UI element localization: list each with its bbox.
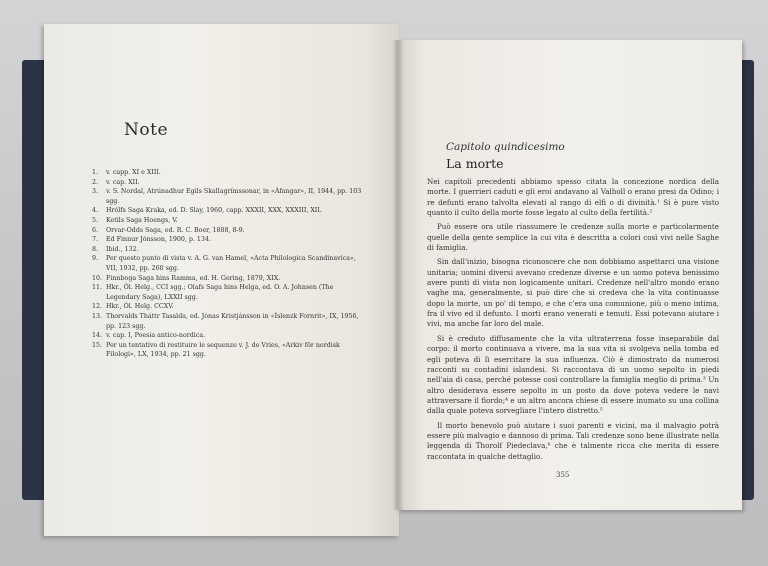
body-paragraph: Può essere ora utile riassumere le credenze sulla morte e particolarmente quelle della gente semplice la cui vita è descritta a colori così vivi nelle Saghe di famiglia. [427,222,719,253]
note-number: 10. [92,274,103,282]
note-text: Hrólfs Saga Kraka, ed. D. Slay, 1960, capp. XXXII, XXX, XXXIII, XII. [106,207,322,215]
note-item [92,187,364,206]
note-text: Thorvalds Tháttr Tasalda, ed. Jónas Kristjánsson in «Íslenzk Fornrit», IX, 1956, pp. 123 sgg. [106,312,359,330]
note-number: 3. [92,188,99,196]
book-gutter [392,40,404,510]
note-item [92,226,364,236]
note-number: 15. [92,341,103,349]
note-number: 11. [92,284,103,292]
note-number: 2. [92,178,99,186]
note-number: 14. [92,332,103,340]
note-text: Hkr., Ól. Helg., CCI sgg.; Olafs Saga hins Helga, ed. O. A. Johnsen (The Legendary Saga), LXXII sgg. [106,284,334,301]
body-paragraph: Nei capitoli precedenti abbiamo spesso citata la concezione nordica della morte. I guerrieri caduti e gli eroi andavano al Valholl o erano presi da Odino; i re defunti erano talvolta elevati al rango di elfi o di divinità.¹ Si è pure visto quanto il culto della morte fosse legato al culto della fertilità.² [427,177,719,218]
note-number: 1. [92,169,99,176]
note-item [92,331,364,341]
note-text: v. cap. I, Poesia antico-nordica. [106,332,206,340]
note-item [92,206,364,216]
note-text: Ibid., 132. [106,245,139,253]
note-number: 9. [92,255,99,263]
note-text: Ed Finnur Jónsson, 1900, p. 134. [106,236,211,244]
page-number: 355 [556,471,570,479]
note-text: v. capp. XI e XIII. [106,169,161,176]
chapter-title: La morte [446,156,504,171]
note-item [92,341,364,360]
note-number: 6. [92,226,99,234]
notes-heading: Note [124,120,169,140]
note-item [92,245,364,255]
note-text: Per un tentativo di restituire le sequenze v. J. de Vries, «Arkiv för nordisk Filologi», LX, 1934, pp. 21 sgg. [106,341,340,359]
chapter-body [427,177,719,466]
body-paragraph: Si è creduto diffusamente che la vita ultraterrena fosse inseparabile dal corpo: il morto continuava a vivere, ma la sua vita si svolgeva nella tomba ed egli poteva di lì esercitare la sua influenza. Ciò è dimostrato da numerosi racconti su contadini islandesi. Si raccontava di un uomo sepolto in piedi nell'aia di casa, perché potesse così controllare la famiglia meglio di prima.³ Un altro desiderava essere sepolto in un posto da dove poteva vedere le navi attraversare il fiordo;⁴ e un altro ancora chiese di essere inumato su una collina dalla quale poteva sorvegliare l'intero distretto.⁵ [427,333,719,416]
note-text: v. S. Nordal, Atrúnadhur Egils Skallagrímssonar, in «Áfangar», II, 1944, pp. 103 sgg. [106,188,362,205]
note-text: Hkr., Ól. Helg. CCXV. [106,303,174,311]
note-text: Finnboga Saga hins Ramma, ed. H. Gering, 1879, XIX. [106,274,281,282]
note-item [92,312,364,331]
note-item [92,302,364,312]
note-item [92,283,364,302]
note-text: Per questo punto di vista v. A. G. van Hamel, «Acta Philologica Scandinavica», VII, 1932, pp. 260 sgg. [106,255,356,272]
note-number: 5. [92,216,99,224]
note-text: v. cap. XII. [106,178,140,186]
note-item [92,178,364,188]
note-item [92,254,364,273]
body-paragraph: Il morto benevolo può aiutare i suoi parenti e vicini, ma il malvagio potrà essere più malvagio e dannoso di prima. Tali credenze sono bene illustrate nella leggenda di Thorolf Piedeclava,⁶ che è talmente ricca che merita di essere raccontata in qualche dettaglio. [427,420,719,461]
note-item [92,235,364,245]
note-item [92,274,364,284]
note-text: Orvar-Odds Saga, ed. R. C. Boer, 1888, 8-9. [106,226,245,234]
note-item [92,168,364,178]
notes-list [92,168,364,360]
note-number: 12. [92,303,103,311]
note-number: 13. [92,312,103,320]
chapter-subtitle: Capitolo quindicesimo [446,141,565,153]
body-paragraph: Sin dall'inizio, bisogna riconoscere che non dobbiamo aspettarci una visione unitaria; uomini diversi avevano credenze diverse e un uomo poteva benissimo avere punti di vista non logicamente unitari. Credenze nell'altro mondo erano vaghe ma, generalmente, si può dire che si credeva che la vita continuasse dopo la morte, un po' di tempo, e che c'era una comunione, più o meno intima, fra il vivo ed il defunto. I morti erano venerati e temuti. Essi potevano aiutare i vivi, ma anche far loro del male. [427,257,719,329]
note-number: 7. [92,236,99,244]
note-number: 8. [92,245,99,253]
note-text: Ketils Saga Hoengs, V. [106,216,178,224]
note-number: 4. [92,207,99,215]
note-item [92,216,364,226]
